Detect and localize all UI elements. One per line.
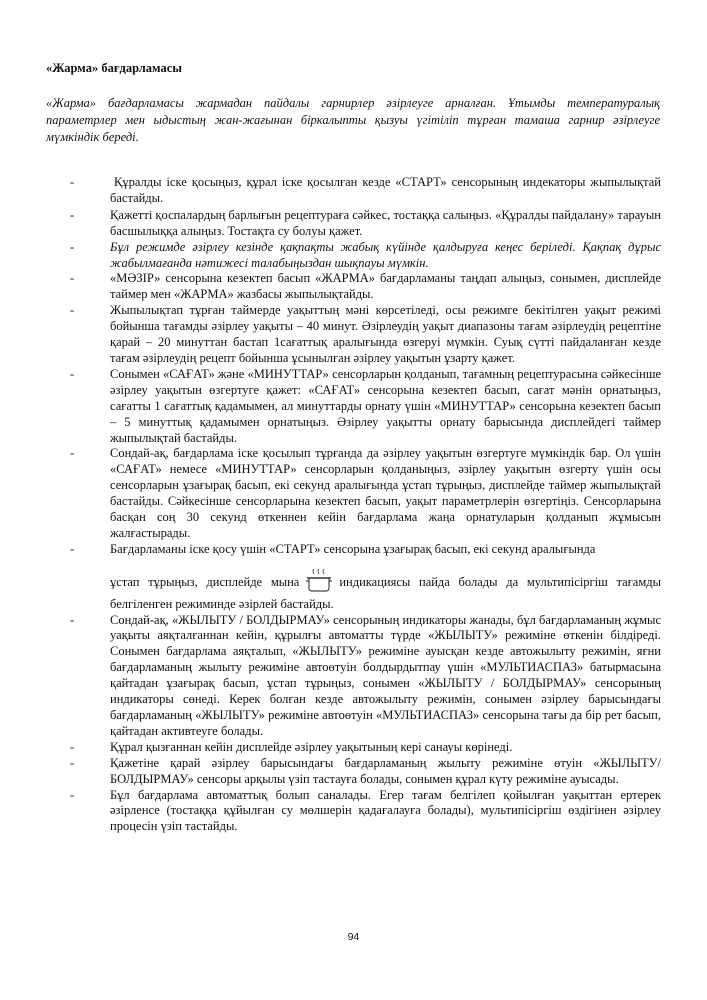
- bullet-dash: -: [70, 787, 75, 802]
- list-item-text: Жыпылықтап тұрған таймерде уақыттың мәні көрсетіледі, осы режимге бекітілген уақыт режимі бойынша тағамды әзірлеу уақыты – 40 минут. Әзірлеудің уақыт диапазоны тағам әзірлеудің рецептіне қарай – 20 минуттан бастап 1сағаттық аралығында өзгеруі мүмкін. Суық сүтті пайдаланған кезде тағам әзірлеудің рецепт бойынша ұсынылған әзірлеу уақытын ұзарту қажет.: [110, 303, 661, 365]
- list-item: [0, 303, 707, 367]
- list-item-text: Бұл бағдарлама автоматтық болып саналады. Егер тағам белгілеп қойылған уақыттан ертерек әзірленсе (тостаққа құйылған су мөлшерін қадағалауға болады), мультипісіргіш өздігінен әзірлеу процесін үзіп тастайды.: [110, 787, 661, 834]
- list-item-text: «МӘЗІР» сенсорына кезектеп басып «ЖАРМА» бағдарламаны таңдап алыңыз, сонымен, дисплейде таймер мен «ЖАРМА» жазбасы жыпылықтайды.: [110, 271, 661, 302]
- bullet-dash: -: [70, 541, 75, 556]
- section-title: «Жарма» бағдарламасы: [46, 61, 183, 75]
- list-item: [0, 756, 707, 788]
- steaming-pot-icon: [305, 568, 333, 597]
- bullet-dash: -: [70, 271, 75, 286]
- bullet-dash: -: [70, 612, 75, 627]
- indicator-line: [110, 568, 661, 613]
- intro-paragraph: «Жарма» бағдарламасы жармадан пайдалы гарнирлер әзірлеуге арналған. Ұтымды температуралық параметрлер мен ыдыстың жан-жағынан біркалыпты қызуы үгітіліп тұрған тамаша гарнир әзірлеуге мүмкіндік береді.: [46, 96, 660, 144]
- bullet-dash: -: [70, 175, 75, 189]
- instruction-list: [0, 175, 707, 835]
- list-item: [0, 542, 707, 613]
- list-item: [0, 788, 707, 836]
- list-item: [0, 740, 707, 756]
- list-item: [0, 367, 707, 447]
- list-item: [0, 175, 707, 207]
- bullet-dash: -: [70, 239, 75, 254]
- list-item-text: Қажетіне қарай әзірлеу барысындағы бағдарламаның жылыту режиміне өтуін «ЖЫЛЫТУ/БОЛДЫРМАУ» сенсоры арқылы үзіп тастауға болады, сонымен құрал күту режиміне ауысады.: [110, 755, 661, 786]
- bullet-dash: -: [70, 207, 75, 222]
- bullet-dash: -: [70, 755, 75, 770]
- text-before-icon: ұстап тұрыңыз, дисплейде мына: [110, 574, 300, 589]
- bullet-dash: -: [70, 739, 75, 754]
- list-item: [0, 208, 707, 240]
- list-item-text: Құрал қызғаннан кейін дисплейде әзірлеу уақытының кері санауы көрінеді.: [110, 739, 513, 754]
- bullet-dash: -: [70, 446, 75, 461]
- bullet-dash: -: [70, 303, 75, 318]
- list-item-text: Сонымен «САҒАТ» және «МИНУТТАР» сенсорларын қолданып, тағамның рецептурасына сәйкесінше әзірлеу уақытын өзгертуге қажет: «САҒАТ» сенсорына кезектеп басып, сағат мәнін орнатыңыз, сағатты 1 сағаттық қадамымен, ал минуттарды орнату үшін «МИНУТТАР» сенсорына кезектеп басып – 5 минуттық қадамымен орнатыңыз. Әзірлеу уақытты орнату барысында дисплейдегі таймер жыпылықтай бастайды.: [110, 366, 661, 445]
- list-item: [0, 446, 707, 541]
- list-item: [0, 271, 707, 303]
- list-item: [0, 240, 707, 272]
- list-item-text: Қажетті қоспалардың барлығын рецептураға сәйкес, тостаққа салыңыз. «Құралды пайдалану» тарауын басшылыққа алыңыз. Тостақта су болуы қажет.: [110, 207, 661, 238]
- list-item-text: Бағдарламаны іске қосу үшін «СТАРТ» сенсорына ұзағырақ басып, екі секунд аралығында: [110, 541, 596, 556]
- text-after-icon: индикациясы пайда болады да мультипісіргіш тағамды белгіленген режиминде әзірлей бастайды.: [110, 574, 661, 611]
- list-item: [0, 613, 707, 740]
- bullet-dash: -: [70, 366, 75, 381]
- list-item-text: Бұл режимде әзірлеу кезінде қақпақты жабық күйінде қалдыруға кеңес беріледі. Қақпақ дұрыс жабылмағанда нәтижесі талабыңыздан шықпауы мүмкін.: [110, 239, 661, 270]
- page-number: 94: [347, 931, 360, 943]
- list-item-text: Сондай-ақ, бағдарлама іске қосылып тұрғанда да әзірлеу уақытын өзгертуге мүмкіндік бар. Ол үшін «САҒАТ» немесе «МИНУТТАР» сенсорларын қолданыңыз, әзірлеу уақытын өзгерту үшін осы сенсорларын ұзағырақ басып, екі секунд аралығында ұстап тұрыңыз, дисплейде таймер жыпылықтай бастайды. Сәйкесінше сенсорларына кезектеп басып, уақыт параметрлерін өзгертіңіз. Сенсорларына басқан соң 30 секунд өткеннен кейін бағдарлама жаңа орнатуларын қолданып жұмысын жалғастырады.: [110, 446, 661, 540]
- list-item-text: Сондай-ақ, «ЖЫЛЫТУ / БОЛДЫРМАУ» сенсорының индикаторы жанады, бұл бағдарламаның жұмыс уақыты аяқталғаннан кейін, құрылғы автоматты түрде «ЖЫЛЫТУ» режиміне өткенін білдіреді. Сонымен бағдарлама аяқталып, «ЖЫЛЫТУ» режиміне ауысқан кезде автожылыту режимін, яғни бағдарламаның жылыту режиміне автоөтуін болдырдытпау үшін «МУЛЬТИАСПАЗ» батырмасына қайтадан ұзағырақ басып, ұстап тұрыңыз, сонымен «ЖЫЛЫТУ / БОЛДЫРМАУ» сенсорының индикаторы сөнеді. Керек болған кезде автожылыту режимін, сонымен әзірлеу барысындағы бағдарламаның «ЖЫЛЫТУ» режиміне автоөтуін «МУЛЬТИАСПАЗ» сенсорына тағы да бір рет басып, қайтадан активтеуге болады.: [110, 612, 661, 738]
- list-item-text: Құралды іске қосыңыз, құрал іске қосылған кезде «СТАРТ» сенсорының индекаторы жыпылықтай бастайды.: [110, 175, 661, 205]
